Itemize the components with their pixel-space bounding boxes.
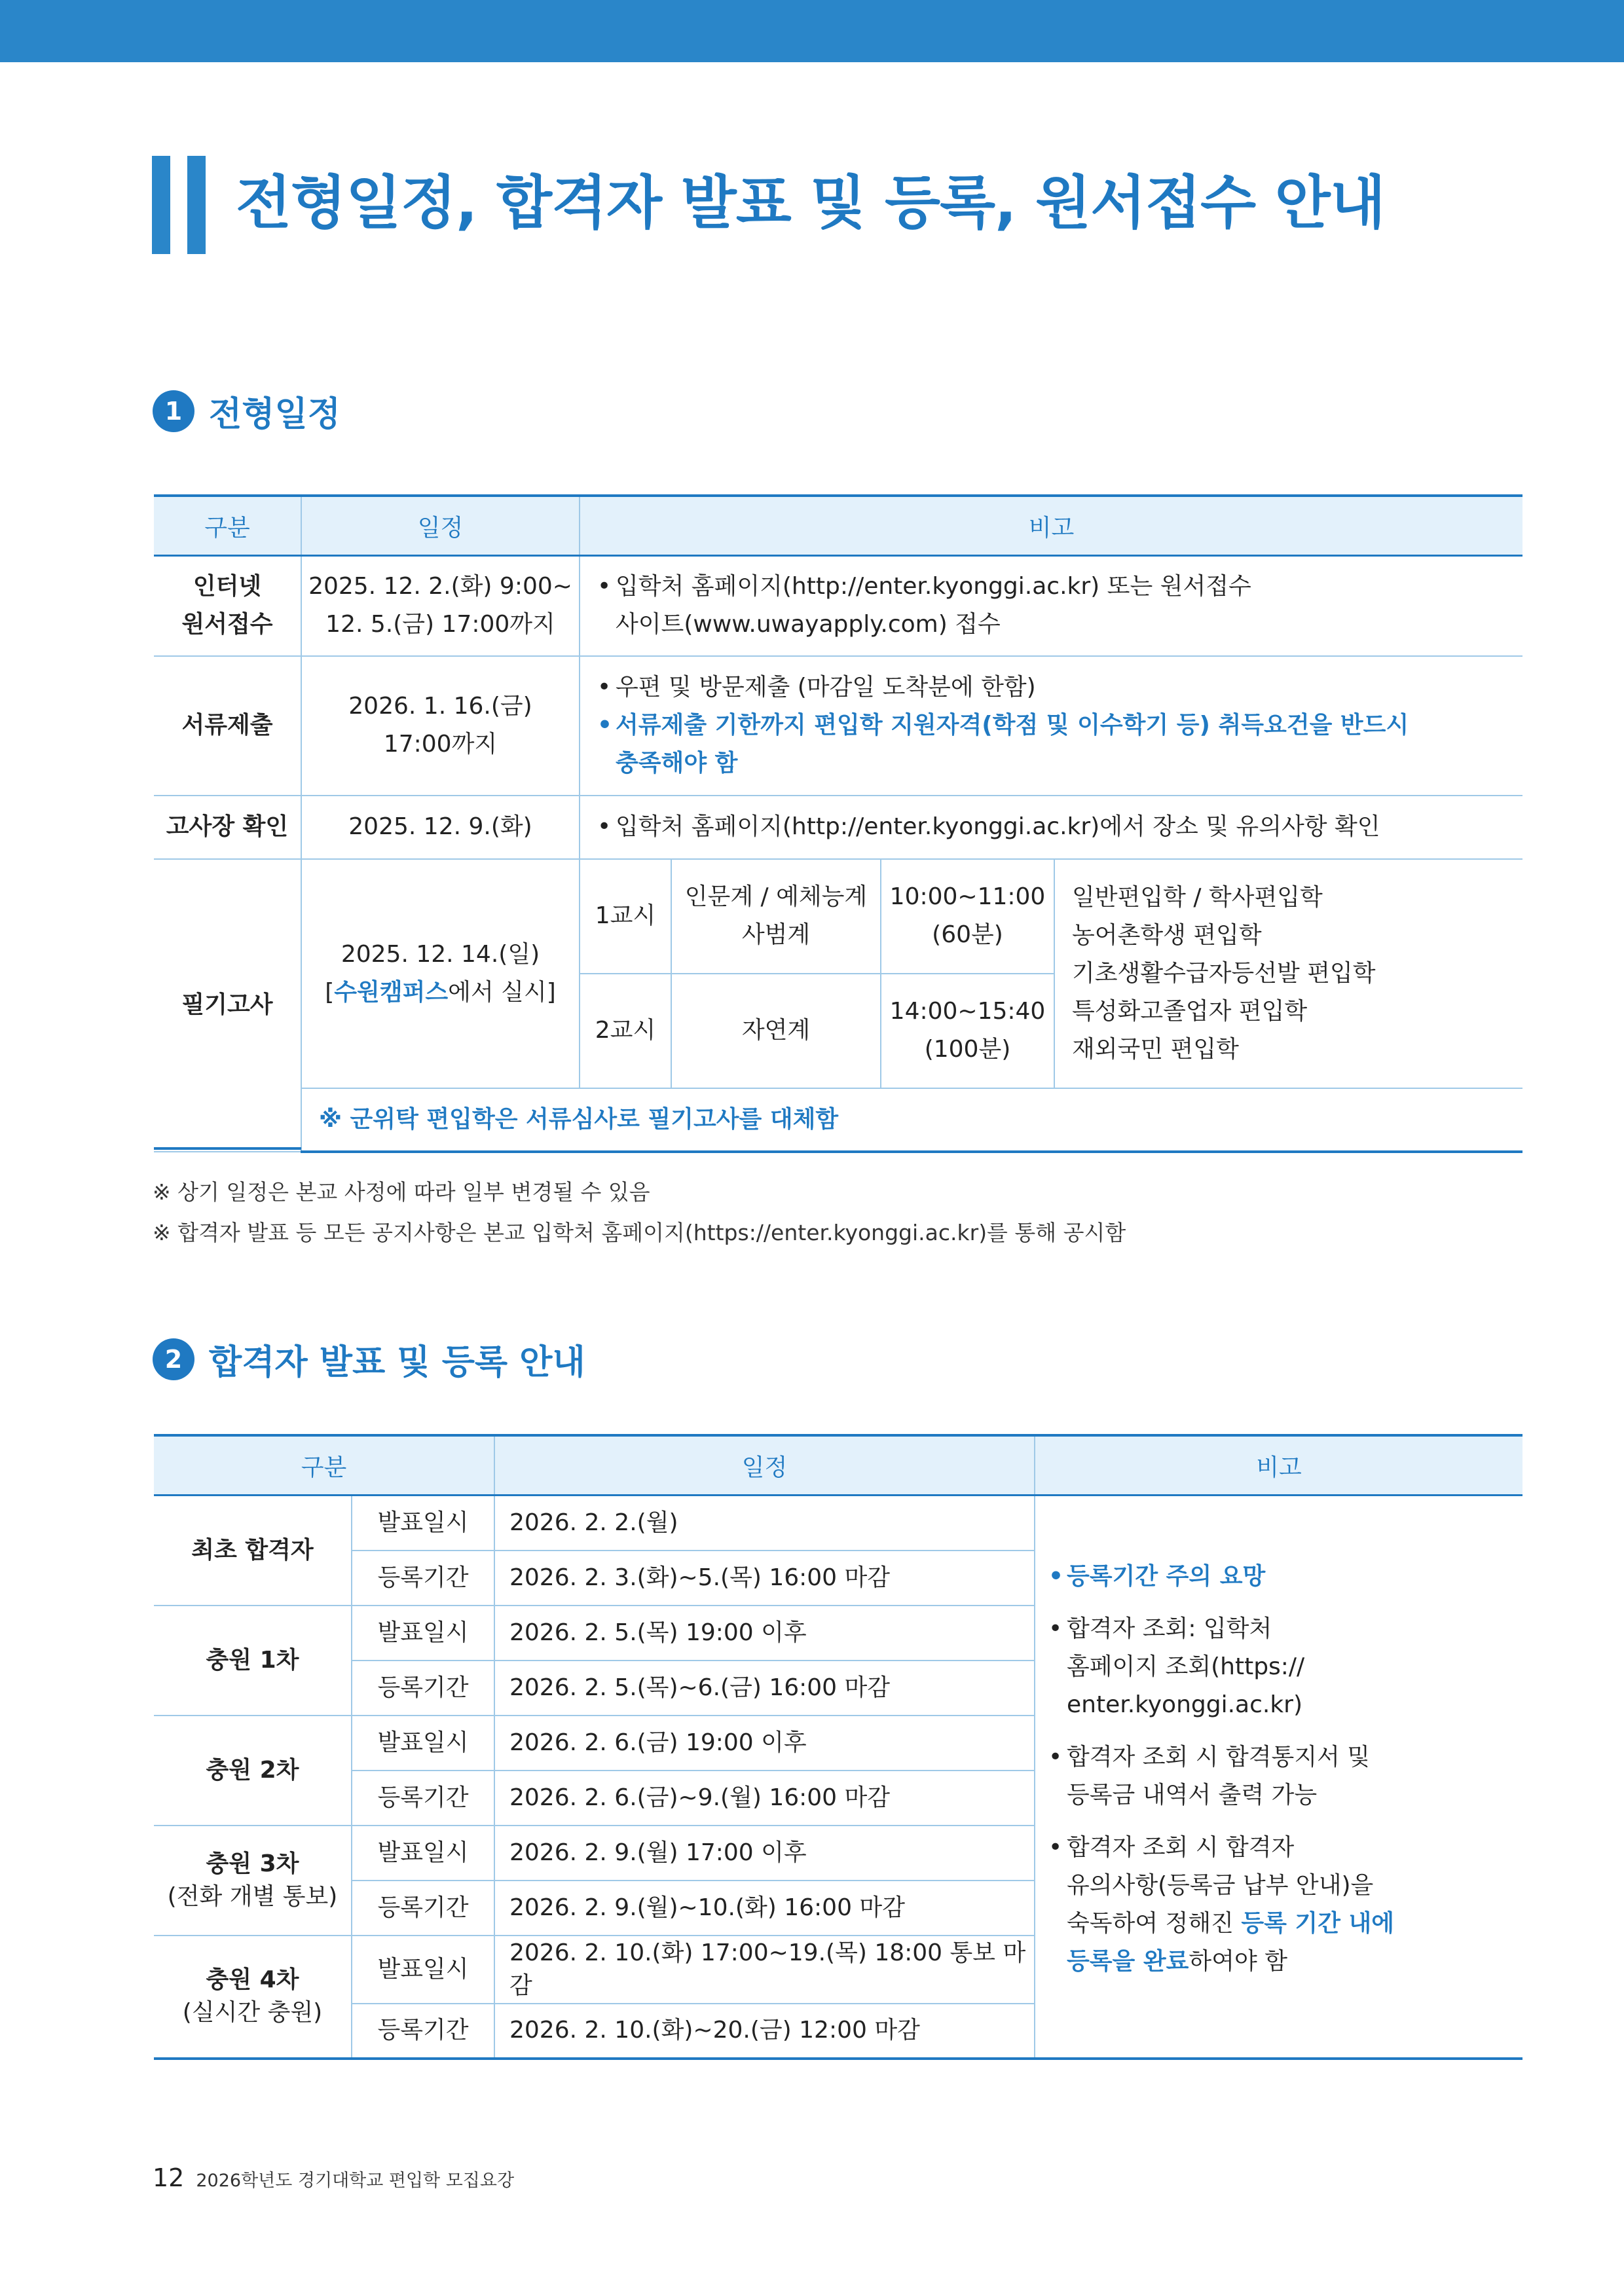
exam-room-category: 고사장 확인 [154, 796, 301, 859]
results-header-row [154, 1435, 1522, 1496]
docs-date: 2026. 1. 16.(금) 17:00까지 [301, 656, 580, 796]
register-date: 2026. 2. 9.(월)~10.(화) 16:00 마감 [494, 1881, 1035, 1936]
period1: 1교시 [580, 859, 671, 974]
table1-left-bottom-border [154, 1147, 301, 1150]
military-note: ※ 군위탁 편입학은 서류심사로 필기고사를 대체함 [301, 1088, 1522, 1152]
round-name: 충원 1차 [154, 1606, 352, 1716]
admission-types: 일반편입학 / 학사편입학 농어촌학생 편입학 기초생활수급자등선발 편입학 특성화고졸업자 편입학 재외국민 편입학 [1054, 859, 1522, 1088]
header-schedule: 일정 [301, 496, 580, 556]
register-label: 등록기간 [352, 1661, 494, 1716]
section1-title: 전형일정 [209, 395, 341, 434]
section1-number: 1 [153, 390, 194, 432]
written-date: 2025. 12. 14.(일) [수원캠퍼스에서 실시] [301, 859, 580, 1088]
round-name: 충원 3차 (전화 개별 통보) [154, 1826, 352, 1936]
table-row [154, 859, 1522, 974]
schedule-table [154, 494, 1522, 1153]
round-name: 최초 합격자 [154, 1496, 352, 1606]
round-name: 충원 2차 [154, 1716, 352, 1826]
announce-date: 2026. 2. 9.(월) 17:00 이후 [494, 1826, 1035, 1881]
table-row [154, 656, 1522, 796]
register-date: 2026. 2. 3.(화)~5.(목) 16:00 마감 [494, 1551, 1035, 1606]
table-row [154, 1088, 1522, 1152]
header-schedule: 일정 [494, 1435, 1035, 1496]
announce-label: 발표일시 [352, 1826, 494, 1881]
section2-heading [153, 1334, 585, 1384]
exam-room-date: 2025. 12. 9.(화) [301, 796, 580, 859]
announce-date: 2026. 2. 2.(월) [494, 1496, 1035, 1551]
header-note: 비고 [1035, 1435, 1522, 1496]
docs-note: • 우편 및 방문제출 (마감일 도착분에 한함) • 서류제출 기한까지 편입학 지원자격(학점 및 이수학기 등) 취득요건을 반드시 충족해야 함 [580, 656, 1522, 796]
page-number: 12 [153, 2163, 185, 2192]
field1: 인문계 / 예체능계 사범계 [671, 859, 881, 974]
title-bars-icon [152, 156, 207, 254]
header-note: 비고 [580, 496, 1522, 556]
register-date: 2026. 2. 6.(금)~9.(월) 16:00 마감 [494, 1771, 1035, 1826]
section1-heading [153, 386, 341, 435]
register-date: 2026. 2. 10.(화)~20.(금) 12:00 마감 [494, 2004, 1035, 2059]
docs-category: 서류제출 [154, 656, 301, 796]
table-row [154, 796, 1522, 859]
table-row [154, 1496, 1522, 1551]
announce-label: 발표일시 [352, 1496, 494, 1551]
period2: 2교시 [580, 974, 671, 1088]
round-name: 충원 4차 (실시간 충원) [154, 1936, 352, 2059]
announce-date: 2026. 2. 10.(화) 17:00~19.(목) 18:00 통보 마감 [494, 1936, 1035, 2004]
register-label: 등록기간 [352, 1771, 494, 1826]
announce-label: 발표일시 [352, 1936, 494, 2004]
header-category: 구분 [154, 496, 301, 556]
announce-date: 2026. 2. 5.(목) 19:00 이후 [494, 1606, 1035, 1661]
announce-label: 발표일시 [352, 1606, 494, 1661]
field2: 자연계 [671, 974, 881, 1088]
written-category: 필기고사 [154, 859, 301, 1152]
register-label: 등록기간 [352, 1551, 494, 1606]
section2-title: 합격자 발표 및 등록 안내 [209, 1343, 585, 1382]
results-notes: • 등록기간 주의 요망 • 합격자 조회: 입학처 홈페이지 조회(https:// enter.kyonggi.ac.kr) • 합격자 조회 시 합격통지서 및 등록금 내역서 출력 가능 • 합격자 조회 시 합격자 유의사항(등록금 납부 안내)을 숙독하여 정해진 등록 기간 내에 등록을 완료하여야 함 [1035, 1496, 1522, 2059]
time2: 14:00~15:40 (100분) [881, 974, 1054, 1088]
header-category: 구분 [154, 1435, 494, 1496]
table-row [154, 556, 1522, 656]
register-label: 등록기간 [352, 2004, 494, 2059]
results-table [154, 1434, 1522, 2060]
register-date: 2026. 2. 5.(목)~6.(금) 16:00 마감 [494, 1661, 1035, 1716]
page-title: 전형일정, 합격자 발표 및 등록, 원서접수 안내 [236, 169, 1385, 236]
document-title: 2026학년도 경기대학교 편입학 모집요강 [196, 2171, 515, 2191]
page-footer [153, 2163, 514, 2192]
internet-note: • 입학처 홈페이지(http://enter.kyonggi.ac.kr) 또는 원서접수 사이트(www.uwayapply.com) 접수 [580, 556, 1522, 656]
schedule-header-row [154, 496, 1522, 556]
internet-category: 인터넷 원서접수 [154, 556, 301, 656]
announce-label: 발표일시 [352, 1716, 494, 1771]
announce-date: 2026. 2. 6.(금) 19:00 이후 [494, 1716, 1035, 1771]
register-label: 등록기간 [352, 1881, 494, 1936]
top-banner [0, 0, 1624, 62]
internet-date: 2025. 12. 2.(화) 9:00~ 12. 5.(금) 17:00까지 [301, 556, 580, 656]
section2-number: 2 [153, 1338, 194, 1380]
time1: 10:00~11:00 (60분) [881, 859, 1054, 974]
footnotes: ※ 상기 일정은 본교 사정에 따라 일부 변경될 수 있음 ※ 합격자 발표 등 모든 공지사항은 본교 입학처 홈페이지(https://enter.kyonggi.ac.kr)를 통해 공시함 [153, 1179, 1126, 1245]
exam-room-note: • 입학처 홈페이지(http://enter.kyonggi.ac.kr)에서 장소 및 유의사항 확인 [580, 796, 1522, 859]
